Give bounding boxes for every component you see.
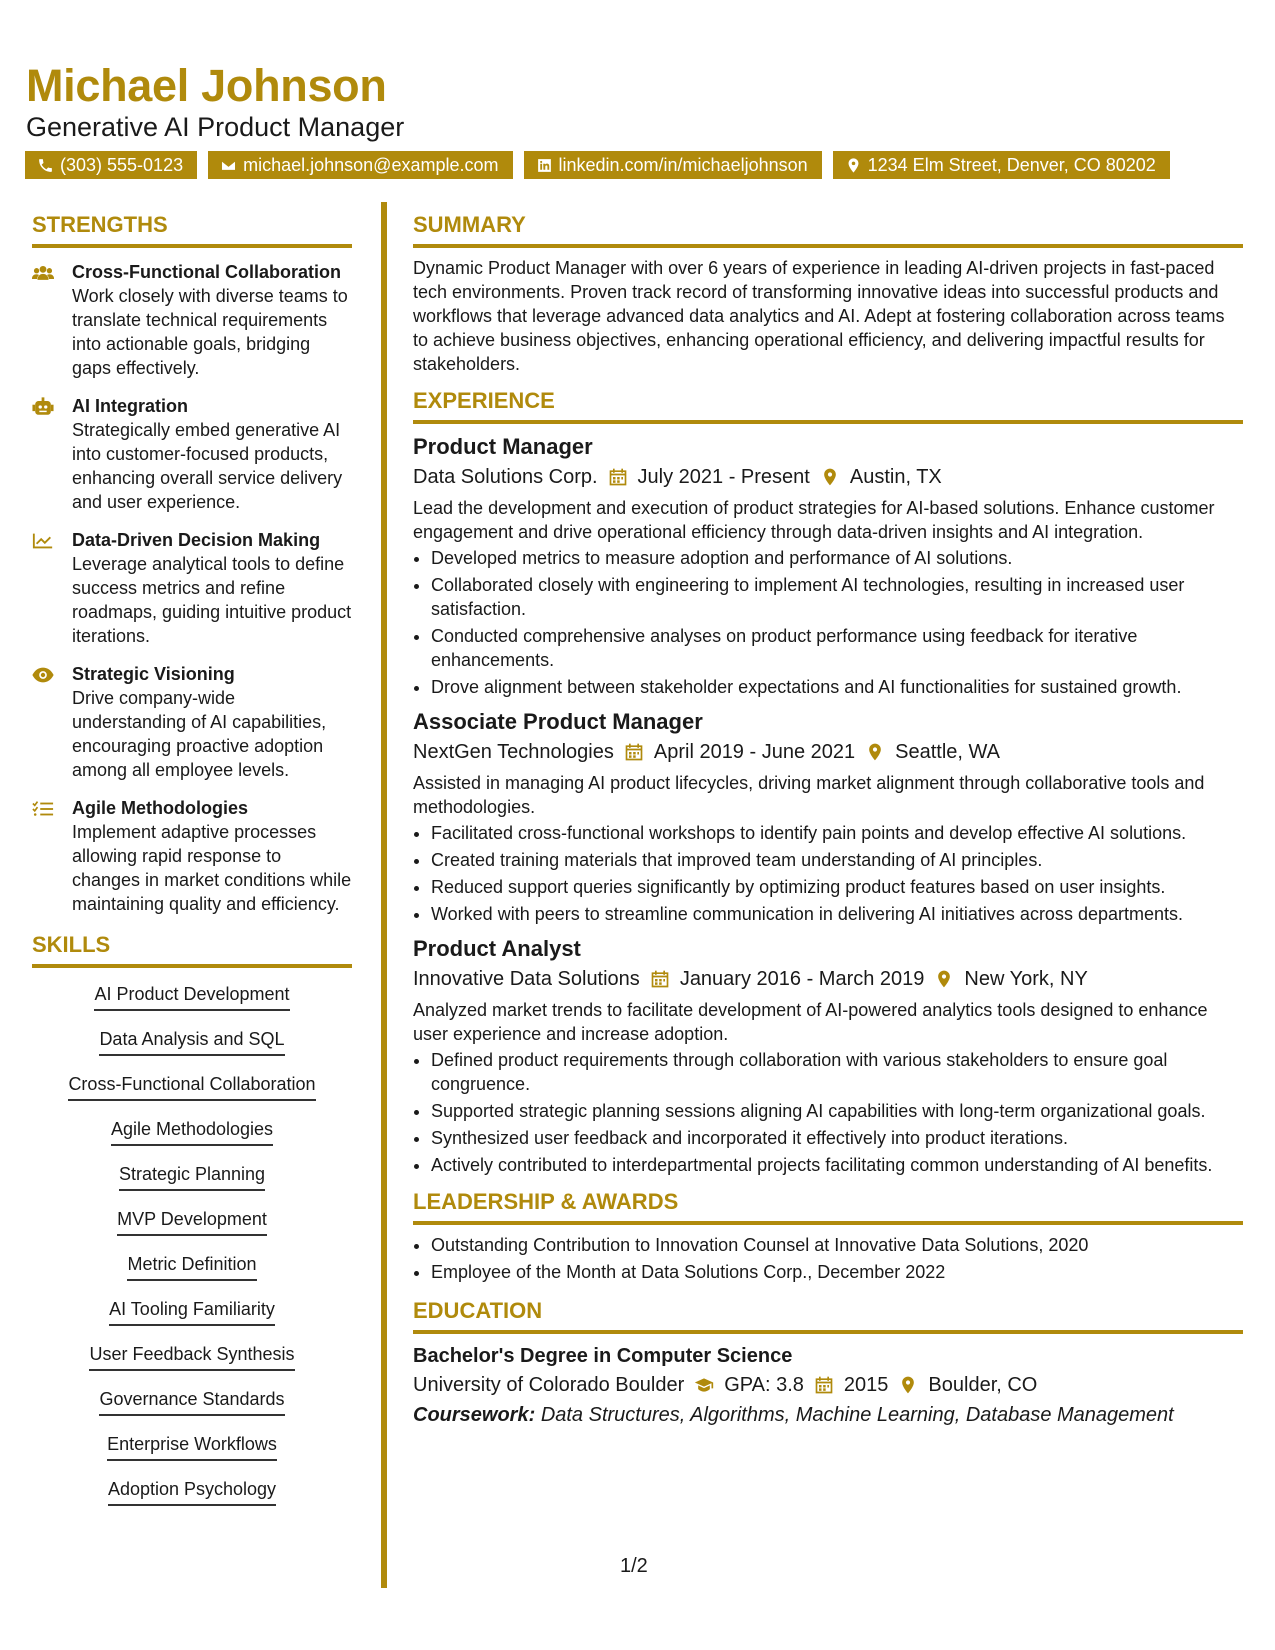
awards-list [413, 1233, 1243, 1284]
contact-linkedin-text: linkedin.com/in/michaeljohnson [558, 154, 808, 175]
job-company: NextGen Technologies [413, 741, 614, 763]
skill-item: Agile Methodologies [111, 1117, 273, 1146]
job-bullet: • Collaborated closely with engineering to implement AI technologies, resulting in increased user satisfaction. [431, 573, 1243, 621]
map-pin-icon [865, 742, 885, 762]
skill-item: Governance Standards [99, 1387, 284, 1416]
job-bullet: • Supported strategic planning sessions aligning AI capabilities with long-term organizational goals. [431, 1099, 1243, 1123]
skill-item: Adoption Psychology [108, 1477, 276, 1506]
calendar-icon [650, 969, 670, 989]
list-check-icon [32, 799, 54, 819]
strength-title: Agile Methodologies [72, 798, 249, 818]
job-bullets [413, 821, 1243, 926]
job-meta [413, 737, 1243, 767]
job-entry [413, 934, 1243, 1177]
contact-phone-text: (303) 555-0123 [60, 154, 184, 175]
job-description: Analyzed market trends to facilitate development of AI-powered analytics tools designed to enhance user experience and increase adoption. [413, 1000, 1208, 1044]
job-title: Product Analyst [413, 936, 581, 961]
strength-title: Data-Driven Decision Making [72, 530, 321, 550]
edu-gpa: GPA: 3.8 [724, 1374, 804, 1396]
job-entry [413, 707, 1243, 926]
contact-bar [25, 151, 1170, 179]
edu-meta [413, 1370, 1243, 1400]
envelope-icon [220, 157, 237, 174]
job-location: Seattle, WA [895, 741, 1000, 763]
job-company: Data Solutions Corp. [413, 466, 598, 488]
job-bullet: • Reduced support queries significantly by optimizing product features based on user insights. [431, 875, 1243, 899]
job-bullets [413, 546, 1243, 699]
experience-heading: EXPERIENCE [413, 386, 1243, 424]
users-icon [32, 263, 54, 283]
skills-heading: SKILLS [32, 930, 352, 968]
calendar-icon [814, 1375, 834, 1395]
calendar-icon [608, 467, 628, 487]
phone-icon [37, 157, 54, 174]
edu-location: Boulder, CO [928, 1374, 1038, 1396]
strength-title: Cross-Functional Collaboration [72, 262, 342, 282]
map-pin-icon [820, 467, 840, 487]
education-heading: EDUCATION [413, 1296, 1243, 1334]
job-bullet: • Synthesized user feedback and incorporated it effectively into product iterations. [431, 1126, 1243, 1150]
contact-phone[interactable] [25, 151, 197, 179]
job-bullet: • Drove alignment between stakeholder expectations and AI functionalities for sustained growth. [431, 675, 1243, 699]
job-bullets [413, 1048, 1243, 1177]
job-dates: July 2021 - Present [637, 466, 810, 488]
strength-desc: Implement adaptive processes allowing rapid response to changes in market conditions while maintaining quality and efficiency. [72, 822, 352, 914]
awards-heading: LEADERSHIP & AWARDS [413, 1187, 1243, 1225]
edu-coursework [413, 1400, 1243, 1430]
skills-list [32, 982, 352, 1522]
job-bullet: • Worked with peers to streamline communication in delivering AI initiatives across departments. [431, 902, 1243, 926]
skill-item: User Feedback Synthesis [89, 1342, 294, 1371]
page-number: 1/2 [620, 1555, 648, 1577]
edu-year: 2015 [843, 1374, 889, 1396]
strength-desc: Leverage analytical tools to define success metrics and refine roadmaps, guiding intuitive product iterations. [72, 554, 352, 646]
contact-email-text: michael.johnson@example.com [243, 154, 499, 175]
edu-degree: Bachelor's Degree in Computer Science [413, 1345, 793, 1367]
job-dates: January 2016 - March 2019 [679, 968, 925, 990]
contact-address-text: 1234 Elm Street, Denver, CO 80202 [867, 154, 1156, 175]
job-location: Austin, TX [849, 466, 942, 488]
coursework-label: Coursework: [413, 1404, 536, 1426]
strength-item [32, 528, 352, 648]
edu-school: University of Colorado Boulder [413, 1374, 685, 1396]
job-bullet: • Conducted comprehensive analyses on product performance using feedback for iterative enhancements. [431, 624, 1243, 672]
job-bullet: • Facilitated cross-functional workshops to identify pain points and develop effective AI solutions. [431, 821, 1243, 845]
skill-item: Strategic Planning [119, 1162, 265, 1191]
strength-desc: Work closely with diverse teams to translate technical requirements into actionable goals, bridging gaps effectively. [72, 286, 348, 378]
candidate-name: Michael Johnson [26, 60, 387, 111]
award-item: • Outstanding Contribution to Innovation Counsel at Innovative Data Solutions, 2020 [431, 1233, 1243, 1257]
strength-item [32, 260, 352, 380]
strength-title: AI Integration [72, 396, 188, 416]
map-pin-icon [845, 157, 862, 174]
column-divider [381, 202, 387, 1588]
strength-desc: Strategically embed generative AI into customer-focused products, enhancing overall service delivery and user experience. [72, 420, 343, 512]
right-column [413, 210, 1243, 1430]
job-meta [413, 964, 1243, 994]
strengths-heading: STRENGTHS [32, 210, 352, 248]
skill-item: Metric Definition [127, 1252, 256, 1281]
contact-linkedin[interactable] [524, 151, 822, 179]
skill-item: Cross-Functional Collaboration [68, 1072, 315, 1101]
job-bullet: • Defined product requirements through collaboration with various stakeholders to ensure goal congruence. [431, 1048, 1243, 1096]
calendar-icon [624, 742, 644, 762]
graduation-cap-icon [694, 1375, 714, 1395]
job-title: Associate Product Manager [413, 709, 703, 734]
job-title: Product Manager [413, 434, 593, 459]
candidate-title: Generative AI Product Manager [26, 112, 405, 142]
skill-item: Enterprise Workflows [107, 1432, 277, 1461]
job-entry [413, 432, 1243, 699]
left-column [32, 210, 352, 1522]
job-meta [413, 462, 1243, 492]
chart-line-icon [32, 531, 54, 551]
summary-text: Dynamic Product Manager with over 6 years of experience in leading AI-driven projects in fast-paced tech environments. Proven track record of transforming innovative ideas into successful products and workflows that leverage advanced data analytics and AI. Adept at fostering collaboration across teams to achieve business objectives, enhancing operational efficiency, and delivering impactful results for stakeholders. [413, 258, 1225, 374]
job-company: Innovative Data Solutions [413, 968, 640, 990]
job-location: New York, NY [964, 968, 1088, 990]
contact-address[interactable] [833, 151, 1170, 179]
job-description: Lead the development and execution of product strategies for AI-based solutions. Enhance customer engagement and drive operational efficiency through data-driven insights and AI integration. [413, 498, 1215, 542]
strength-item [32, 662, 352, 782]
award-item: • Employee of the Month at Data Solutions Corp., December 2022 [431, 1260, 1243, 1284]
map-pin-icon [898, 1375, 918, 1395]
strength-item [32, 796, 352, 916]
strength-item [32, 394, 352, 514]
eye-icon [32, 665, 54, 685]
job-dates: April 2019 - June 2021 [653, 741, 856, 763]
skill-item: Data Analysis and SQL [99, 1027, 284, 1056]
skill-item: AI Tooling Familiarity [109, 1297, 275, 1326]
robot-icon [32, 397, 54, 417]
summary-heading: SUMMARY [413, 210, 1243, 248]
linkedin-icon [536, 157, 553, 174]
coursework-text: Data Structures, Algorithms, Machine Learning, Database Management [540, 1404, 1174, 1426]
job-bullet: • Actively contributed to interdepartmental projects facilitating common understanding of AI benefits. [431, 1153, 1243, 1177]
job-bullet: • Developed metrics to measure adoption and performance of AI solutions. [431, 546, 1243, 570]
contact-email[interactable] [208, 151, 512, 179]
job-bullet: • Created training materials that improved team understanding of AI principles. [431, 848, 1243, 872]
skill-item: MVP Development [117, 1207, 267, 1236]
strengths-list [32, 260, 352, 916]
strength-title: Strategic Visioning [72, 664, 235, 684]
skill-item: AI Product Development [94, 982, 289, 1011]
job-description: Assisted in managing AI product lifecycles, driving market alignment through collaborative tools and methodologies. [413, 773, 1205, 817]
strength-desc: Drive company-wide understanding of AI capabilities, encouraging proactive adoption among all employee levels. [72, 688, 327, 780]
map-pin-icon [934, 969, 954, 989]
